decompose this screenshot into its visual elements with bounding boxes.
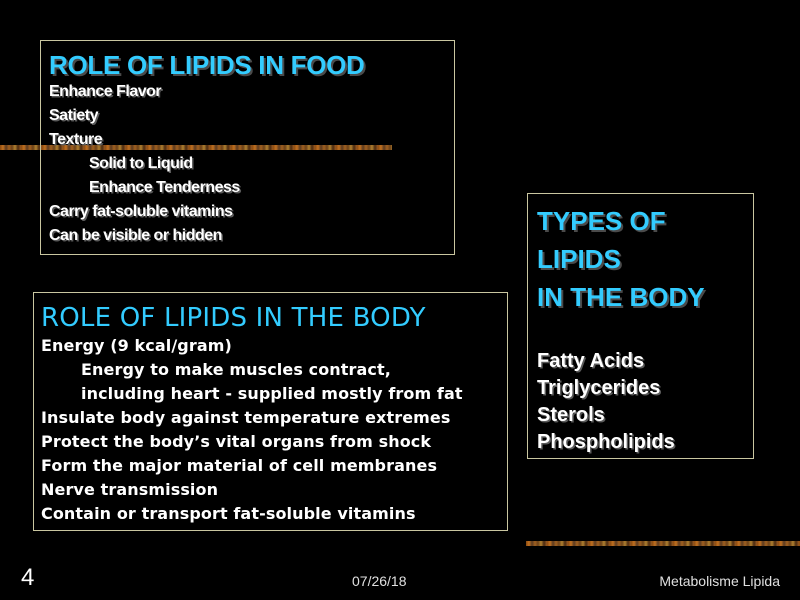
lipid-types-title	[537, 202, 753, 316]
list-item: Protect the body’s vital organs from shock	[41, 432, 432, 451]
title-line: LIPIDS	[537, 244, 621, 274]
list-item: Phospholipids	[537, 431, 675, 453]
list-item: Sterols	[537, 404, 605, 426]
list-item: Solid to Liquid	[89, 155, 193, 172]
list-item: Form the major material of cell membranes	[41, 456, 438, 475]
slide-number: 4	[21, 564, 35, 591]
list-item: Insulate body against temperature extremes	[41, 408, 451, 427]
body-role-title: ROLE OF LIPIDS IN THE BODY	[41, 303, 426, 333]
food-role-list	[49, 80, 454, 248]
food-role-title: ROLE OF LIPIDS IN FOOD	[49, 50, 365, 80]
list-item: Energy to make muscles contract,	[81, 360, 391, 379]
list-item: Enhance Tenderness	[89, 179, 240, 196]
list-item: Nerve transmission	[41, 480, 219, 499]
footer-title: Metabolisme Lipida	[659, 573, 780, 589]
title-line: TYPES OF	[537, 206, 666, 236]
list-item: including heart - supplied mostly from fat	[81, 384, 463, 403]
lipid-types-box	[527, 193, 754, 459]
decorative-strip-bottom	[526, 541, 800, 546]
list-item: Can be visible or hidden	[49, 227, 222, 244]
list-item: Texture	[49, 131, 103, 148]
list-item: Triglycerides	[537, 377, 661, 399]
list-item: Enhance Flavor	[49, 83, 162, 100]
list-item: Energy (9 kcal/gram)	[41, 336, 232, 355]
list-item: Fatty Acids	[537, 350, 645, 372]
list-item: Contain or transport fat-soluble vitamins	[41, 504, 416, 523]
body-role-list	[41, 334, 507, 526]
lipid-types-list	[537, 348, 753, 456]
food-role-box	[40, 40, 455, 255]
list-item: Carry fat-soluble vitamins	[49, 203, 233, 220]
title-line: IN THE BODY	[537, 282, 705, 312]
list-item: Satiety	[49, 107, 98, 124]
body-role-box	[33, 292, 508, 531]
slide-date: 07/26/18	[352, 573, 407, 589]
